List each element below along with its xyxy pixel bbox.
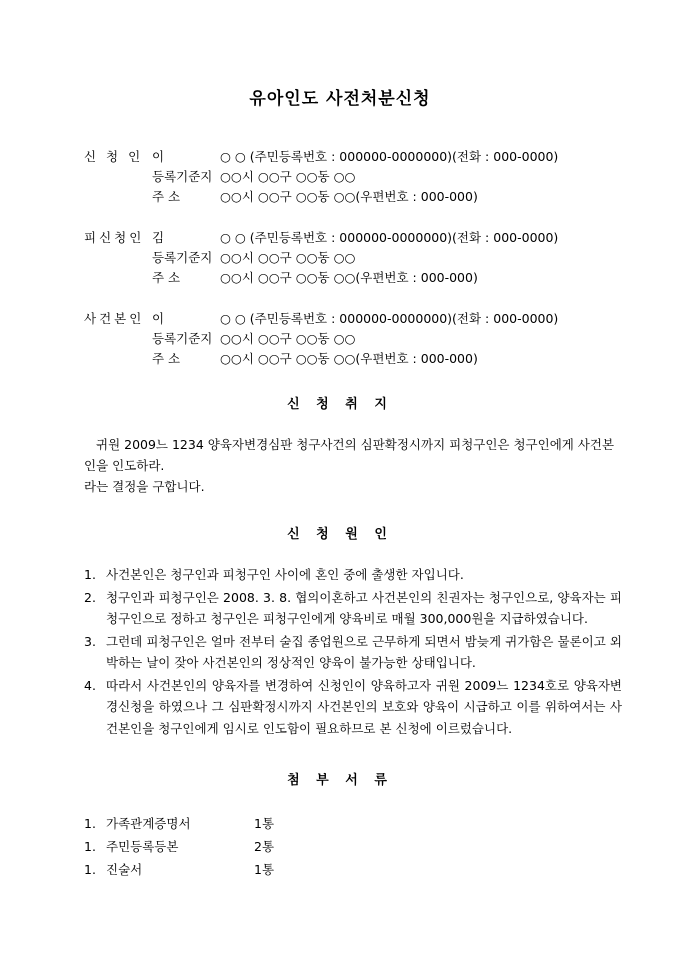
party-registry-row <box>84 167 620 187</box>
reason-item <box>84 564 622 586</box>
party-id-info: (주민등록번호 : 000000-0000000)(전화 : 000-0000) <box>249 311 559 326</box>
reason-item <box>84 675 622 740</box>
party-block-child <box>84 309 620 369</box>
attachment-count: 1통 <box>254 816 275 831</box>
party-name-row <box>84 309 620 329</box>
address-label: 주 소 <box>152 351 181 366</box>
registry-label: 등록기준지 <box>152 250 213 265</box>
party-surname: 이 <box>152 149 165 164</box>
reason-number: 2. <box>84 589 96 605</box>
reason-text: 청구인과 피청구인은 2008. 3. 8. 협의이혼하고 사건본인의 친권자는 청구인으로, 양육자는 피청구인으로 정하고 청구인은 피청구인에게 양육비로 매월 300,000원을 지급하였습니다. <box>106 589 622 626</box>
attachment-row <box>84 835 680 858</box>
parties-section <box>0 147 680 369</box>
reason-number: 1. <box>84 567 96 582</box>
party-address-row <box>84 349 620 369</box>
reason-text: 그런데 피청구인은 얼마 전부터 술집 종업원으로 근무하게 되면서 밤늦게 귀가함은 물론이고 외박하는 날이 잦아 사건본인의 정상적인 양육이 불가능한 상태입니다. <box>106 633 622 670</box>
registry-label: 등록기준지 <box>152 169 213 184</box>
party-role-label: 신 청 인 <box>84 149 144 164</box>
address-value: ○○시 ○○구 ○○동 ○○(우편번호 : 000-000) <box>220 351 478 366</box>
attachment-count: 2통 <box>254 839 275 854</box>
party-address-row <box>84 187 620 207</box>
registry-value: ○○시 ○○구 ○○동 ○○ <box>220 169 356 184</box>
party-name-marks: ○ ○ <box>220 230 246 245</box>
attachments-section <box>0 812 680 881</box>
registry-value: ○○시 ○○구 ○○동 ○○ <box>220 250 356 265</box>
party-surname: 이 <box>152 311 165 326</box>
party-name-marks: ○ ○ <box>220 149 246 164</box>
party-address-row <box>84 268 620 288</box>
party-name-row <box>84 228 620 248</box>
address-value: ○○시 ○○구 ○○동 ○○(우편번호 : 000-000) <box>220 189 478 204</box>
party-registry-row <box>84 248 620 268</box>
party-id-info: (주민등록번호 : 000000-0000000)(전화 : 000-0000) <box>249 230 559 245</box>
attachment-number: 1. <box>84 862 96 877</box>
address-label: 주 소 <box>152 189 181 204</box>
party-name-marks: ○ ○ <box>220 311 246 326</box>
party-registry-row <box>84 329 620 349</box>
address-value: ○○시 ○○구 ○○동 ○○(우편번호 : 000-000) <box>220 270 478 285</box>
party-block-respondent <box>84 228 620 288</box>
party-id-info: (주민등록번호 : 000000-0000000)(전화 : 000-0000) <box>249 149 559 164</box>
purpose-line-2: 라는 결정을 구합니다. <box>84 479 205 494</box>
party-block-applicant <box>84 147 620 207</box>
purpose-line-1: 귀원 2009느 1234 양육자변경심판 청구사건의 심판확정시까지 피청구인은 청구인에게 사건본인을 인도하라. <box>84 437 615 473</box>
attachment-number: 1. <box>84 839 96 854</box>
reason-text: 사건본인은 청구인과 피청구인 사이에 혼인 중에 출생한 자입니다. <box>106 567 464 582</box>
attachment-name: 주민등록등본 <box>106 839 179 854</box>
section-heading-reason: 신 청 원 인 <box>287 527 393 542</box>
reason-number: 3. <box>84 633 96 649</box>
address-label: 주 소 <box>152 270 181 285</box>
registry-value: ○○시 ○○구 ○○동 ○○ <box>220 331 356 346</box>
reason-item <box>84 631 622 674</box>
purpose-section <box>0 434 680 497</box>
party-name-row <box>84 147 620 167</box>
attachment-count: 1통 <box>254 862 275 877</box>
attachment-name: 가족관계증명서 <box>106 816 191 831</box>
reason-item <box>84 587 622 630</box>
reasons-section <box>0 564 680 739</box>
attachment-number: 1. <box>84 816 96 831</box>
section-heading-purpose: 신 청 취 지 <box>287 397 393 412</box>
attachment-row <box>84 858 680 881</box>
party-role-label: 피신청인 <box>84 230 145 245</box>
page-title: 유아인도 사전처분신청 <box>249 89 431 109</box>
party-surname: 김 <box>152 230 165 245</box>
reason-text: 따라서 사건본인의 양육자를 변경하여 신청인이 양육하고자 귀원 2009느 1234호로 양육자변경신청을 하였으나 그 심판확정시까지 사건본인의 보호와 양육이 시급하고 이를 위하여서는 사건본인을 청구인에게 임시로 인도함이 필요하므로 본 신청에 이르렀습니다. <box>106 677 622 736</box>
party-role-label: 사건본인 <box>84 311 145 326</box>
attachment-name: 진술서 <box>106 862 143 877</box>
attachment-row <box>84 812 680 835</box>
registry-label: 등록기준지 <box>152 331 213 346</box>
reason-number: 4. <box>84 677 96 693</box>
section-heading-attachments: 첨 부 서 류 <box>287 773 393 788</box>
